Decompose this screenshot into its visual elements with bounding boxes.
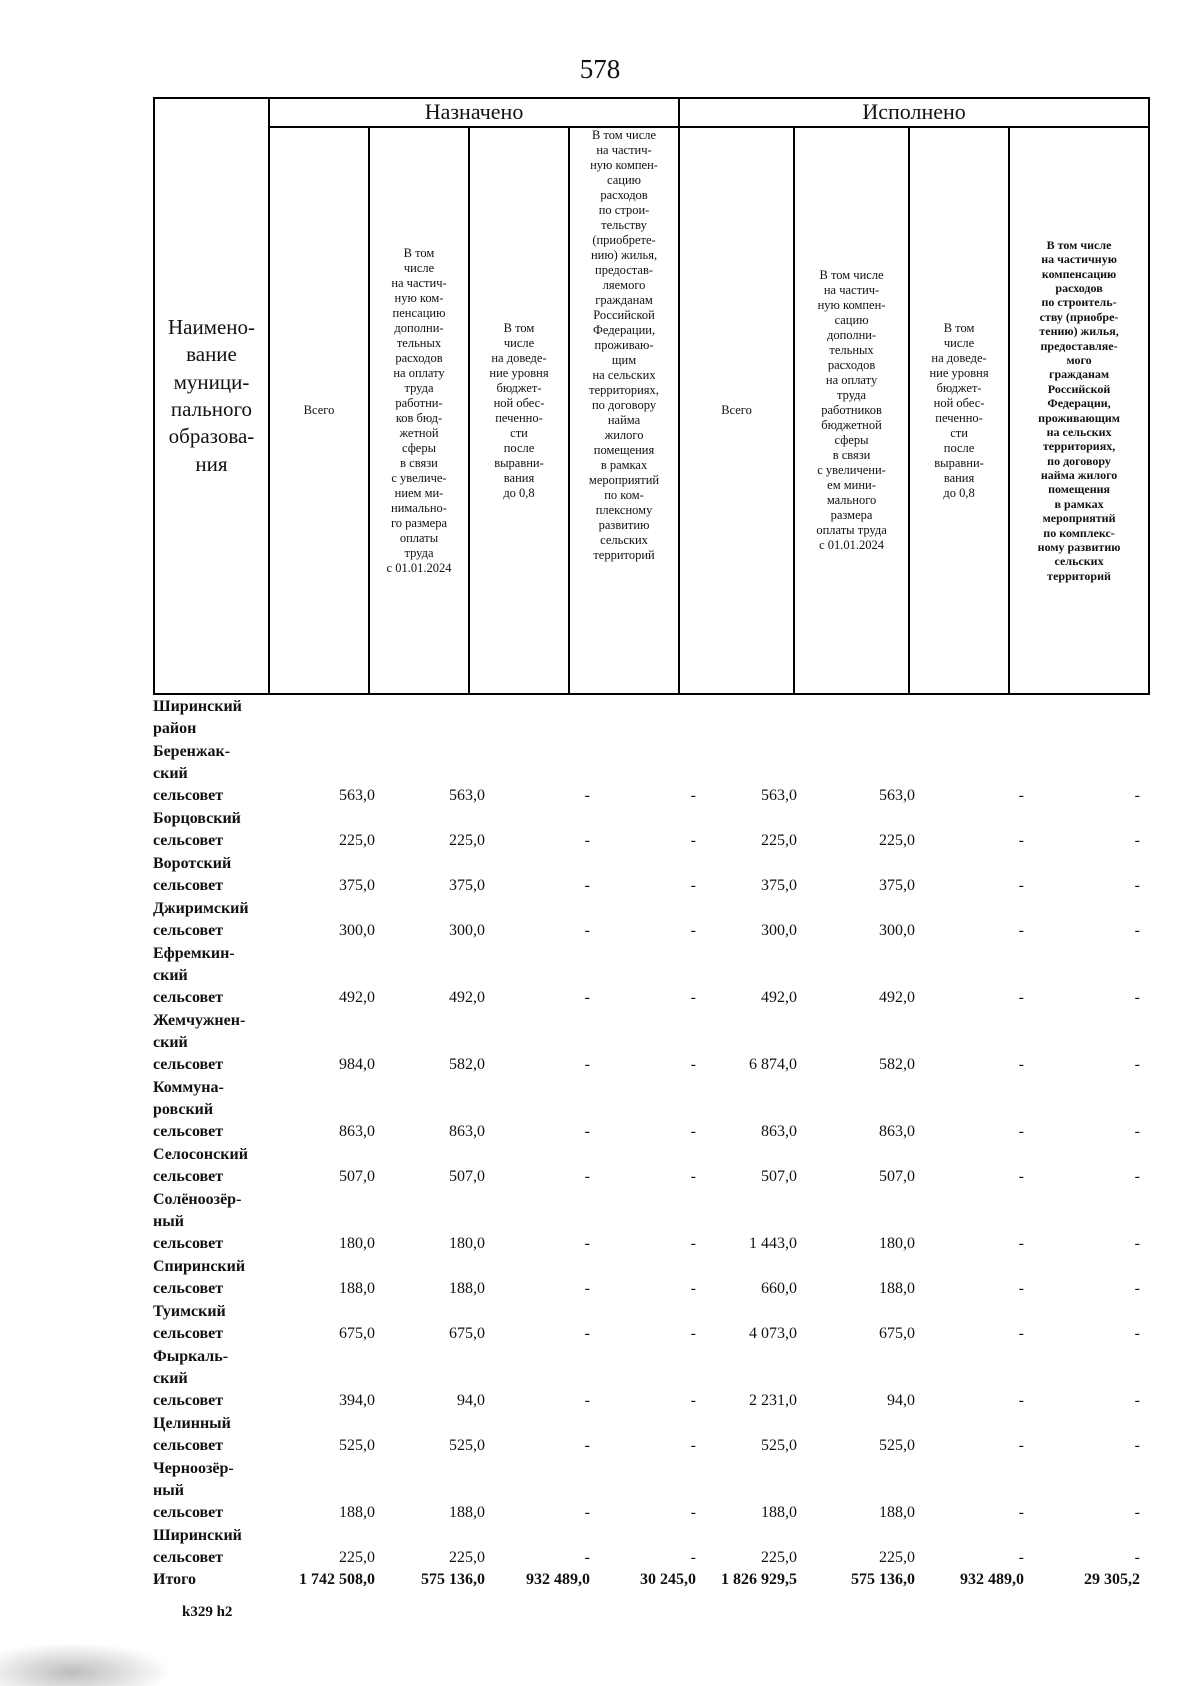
value-cell: - xyxy=(690,989,696,1006)
value-cell: - xyxy=(1018,1056,1024,1073)
name-line: сельсовет xyxy=(153,1392,224,1409)
value-cell: 525,0 xyxy=(449,1437,485,1454)
value-cell: 863,0 xyxy=(879,1123,915,1140)
value-cell: - xyxy=(1134,787,1140,804)
header-assigned-budget-equalization xyxy=(469,127,569,694)
name-line: сельсовет xyxy=(153,1325,224,1342)
value-cell: 563,0 xyxy=(761,787,797,804)
name-line: сельсовет xyxy=(153,1168,224,1185)
table-row xyxy=(153,1346,1153,1412)
value-cell: 188,0 xyxy=(879,1504,915,1521)
value-cell: 188,0 xyxy=(449,1280,485,1297)
header-text: Всего xyxy=(303,403,335,417)
municipality-name xyxy=(153,1256,273,1300)
value-cell: - xyxy=(584,1235,590,1252)
header-executed-total xyxy=(679,127,794,694)
value-cell: 863,0 xyxy=(761,1123,797,1140)
header-text: В том числе на доведе- ние уровня бюджет- ной обес- печенно- сти после выравни- вания до 0,8 xyxy=(929,320,989,500)
value-cell: 984,0 xyxy=(339,1056,375,1073)
value-cell: 94,0 xyxy=(457,1392,485,1409)
value-cell: - xyxy=(584,922,590,939)
name-line: сельсовет xyxy=(153,1056,224,1073)
table-row xyxy=(153,1010,1153,1076)
value-cell: - xyxy=(690,1437,696,1454)
value-cell: 507,0 xyxy=(339,1168,375,1185)
value-cell: 6 874,0 xyxy=(749,1056,797,1073)
value-cell: - xyxy=(584,1056,590,1073)
value-cell: 188,0 xyxy=(339,1504,375,1521)
table-row xyxy=(153,1525,1153,1569)
value-cell: - xyxy=(1134,1504,1140,1521)
name-line: Селосонский xyxy=(153,1146,248,1163)
value-cell: - xyxy=(1018,877,1024,894)
header-text: Всего xyxy=(721,403,752,417)
value-cell: 188,0 xyxy=(449,1504,485,1521)
name-line: Ефремкин- xyxy=(153,945,235,962)
value-cell: 225,0 xyxy=(879,832,915,849)
value-cell: - xyxy=(1134,989,1140,1006)
municipality-name xyxy=(153,943,273,1009)
municipality-name xyxy=(153,1077,273,1143)
value-cell: - xyxy=(584,1504,590,1521)
value-cell: - xyxy=(584,1280,590,1297)
value-cell: - xyxy=(690,1392,696,1409)
table-row xyxy=(153,853,1153,897)
name-line: Целинный xyxy=(153,1415,231,1432)
value-cell: - xyxy=(690,877,696,894)
value-cell: 675,0 xyxy=(879,1325,915,1342)
header-executed-budget-equalization xyxy=(909,127,1009,694)
footer-code: k329 h2 xyxy=(182,1604,233,1620)
value-cell: 375,0 xyxy=(879,877,915,894)
value-cell: 563,0 xyxy=(449,787,485,804)
header-text: В том числе на частич- ную ком- пенсацию дополни- тельных расходов на оплату труда работни- ков бюд- жетной сферы в связи с увеличе- нием ми- нимально- го размера оплаты труда с 01.01.2024 xyxy=(386,245,452,575)
value-cell: 300,0 xyxy=(879,922,915,939)
scan-artifact xyxy=(0,1640,180,1686)
value-cell: 375,0 xyxy=(339,877,375,894)
table-row xyxy=(153,741,1153,807)
name-line: сельсовет xyxy=(153,1123,224,1140)
value-cell: 492,0 xyxy=(339,989,375,1006)
value-cell: 525,0 xyxy=(761,1437,797,1454)
value-cell: 225,0 xyxy=(449,1549,485,1566)
value-cell: 94,0 xyxy=(887,1392,915,1409)
table-body xyxy=(153,696,1153,1591)
value-cell: 225,0 xyxy=(339,1549,375,1566)
value-cell: 582,0 xyxy=(879,1056,915,1073)
table-row xyxy=(153,1077,1153,1143)
municipality-name xyxy=(153,853,273,897)
district-name: Ширинский район xyxy=(153,698,242,737)
value-cell: - xyxy=(690,1280,696,1297)
value-cell: 932 489,0 xyxy=(960,1571,1024,1588)
name-line: Фыркаль- xyxy=(153,1348,229,1365)
value-cell: 29 305,2 xyxy=(1084,1571,1140,1588)
table-row xyxy=(153,1458,1153,1524)
value-cell: 507,0 xyxy=(879,1168,915,1185)
value-cell: - xyxy=(690,1168,696,1185)
value-cell: - xyxy=(690,832,696,849)
value-cell: 507,0 xyxy=(449,1168,485,1185)
value-cell: - xyxy=(1018,832,1024,849)
header-executed-wage-compensation xyxy=(794,127,909,694)
value-cell: 507,0 xyxy=(761,1168,797,1185)
value-cell: 575 136,0 xyxy=(421,1571,485,1588)
name-line: Борцовский xyxy=(153,810,241,827)
value-cell: - xyxy=(1134,1280,1140,1297)
value-cell: - xyxy=(1018,1280,1024,1297)
value-cell: - xyxy=(690,922,696,939)
header-group-executed: Исполнено xyxy=(679,98,1149,127)
value-cell: 525,0 xyxy=(879,1437,915,1454)
value-cell: 863,0 xyxy=(339,1123,375,1140)
name-line: ский xyxy=(153,1370,188,1387)
value-cell: - xyxy=(1134,1437,1140,1454)
municipality-name xyxy=(153,1144,273,1188)
municipality-name xyxy=(153,808,273,852)
name-line: Ширинский xyxy=(153,1527,242,1544)
name-line: ный xyxy=(153,1213,184,1230)
value-cell: - xyxy=(690,1235,696,1252)
value-cell: - xyxy=(584,1549,590,1566)
value-cell: - xyxy=(1018,1549,1024,1566)
value-cell: 563,0 xyxy=(879,787,915,804)
value-cell: 1 826 929,5 xyxy=(721,1571,797,1588)
value-cell: - xyxy=(1018,1504,1024,1521)
value-cell: 300,0 xyxy=(449,922,485,939)
value-cell: - xyxy=(1134,1549,1140,1566)
header-text: В том числе на доведе- ние уровня бюджет- ной обес- печенно- сти после выравни- вания до 0,8 xyxy=(489,320,549,500)
district-heading-row xyxy=(153,696,1153,740)
table-row xyxy=(153,898,1153,942)
value-cell: - xyxy=(1018,1437,1024,1454)
name-line: Жемчужнен- xyxy=(153,1012,246,1029)
name-line: Коммуна- xyxy=(153,1079,224,1096)
value-cell: - xyxy=(1018,1392,1024,1409)
value-cell: 525,0 xyxy=(339,1437,375,1454)
value-cell: 582,0 xyxy=(449,1056,485,1073)
name-line: Беренжак- xyxy=(153,743,231,760)
table-row xyxy=(153,1144,1153,1188)
value-cell: - xyxy=(1134,1235,1140,1252)
name-line: Черноозёр- xyxy=(153,1460,234,1477)
name-line: сельсовет xyxy=(153,989,224,1006)
value-cell: - xyxy=(584,1392,590,1409)
header-text: В том числе на частичную компенсацию расходов по строитель- ству (приобре- тению) жилья, предоставляе- мого гражданам Российской Федерации, проживающим на сельских территориях, по договору найма жилого помещения в рамках мероприятий по комплекс- ному развитию сельских территорий xyxy=(1037,237,1121,583)
municipality-name xyxy=(153,1189,273,1255)
value-cell: 375,0 xyxy=(449,877,485,894)
value-cell: 675,0 xyxy=(339,1325,375,1342)
value-cell: - xyxy=(1134,832,1140,849)
value-cell: - xyxy=(1018,1325,1024,1342)
value-cell: - xyxy=(690,1123,696,1140)
value-cell: - xyxy=(584,1437,590,1454)
value-cell: - xyxy=(690,1056,696,1073)
value-cell: 180,0 xyxy=(879,1235,915,1252)
value-cell: 180,0 xyxy=(339,1235,375,1252)
header-assigned-total xyxy=(269,127,369,694)
value-cell: 225,0 xyxy=(879,1549,915,1566)
value-cell: 1 742 508,0 xyxy=(299,1571,375,1588)
name-line: Итого xyxy=(153,1571,196,1588)
name-line: сельсовет xyxy=(153,1437,224,1454)
name-line: сельсовет xyxy=(153,832,224,849)
name-line: ский xyxy=(153,765,188,782)
name-line: Спиринский xyxy=(153,1258,246,1275)
page-number: 578 xyxy=(579,54,621,84)
value-cell: - xyxy=(584,1123,590,1140)
name-line: сельсовет xyxy=(153,1280,224,1297)
value-cell: - xyxy=(690,1504,696,1521)
value-cell: 30 245,0 xyxy=(640,1571,696,1588)
table-row xyxy=(153,1256,1153,1300)
table-header xyxy=(153,97,1150,695)
table-row xyxy=(153,808,1153,852)
name-line: сельсовет xyxy=(153,1549,224,1566)
value-cell: - xyxy=(584,1168,590,1185)
value-cell: - xyxy=(1018,1168,1024,1185)
name-line: Воротский xyxy=(153,855,232,872)
municipality-name xyxy=(153,1346,273,1412)
name-line: сельсовет xyxy=(153,1235,224,1252)
name-line: сельсовет xyxy=(153,922,224,939)
value-cell: 4 073,0 xyxy=(749,1325,797,1342)
name-line: Джиримский xyxy=(153,900,249,917)
name-line: сельсовет xyxy=(153,877,224,894)
header-assigned-wage-compensation xyxy=(369,127,469,694)
value-cell: 660,0 xyxy=(761,1280,797,1297)
value-cell: - xyxy=(1134,1168,1140,1185)
table-row xyxy=(153,943,1153,1009)
municipality-name xyxy=(153,1525,273,1569)
value-cell: - xyxy=(1018,989,1024,1006)
value-cell: - xyxy=(584,787,590,804)
header-text: В том числе на частич- ную компен- сацию расходов по строи- тельству (приобрете- нию) жилья, предостав- ляемого гражданам Российской Федерации, проживаю- щим на сельских территориях, по договору найма жилого помещения в рамках мероприятий по ком- плексному развитию сельских территорий xyxy=(588,128,660,562)
value-cell: - xyxy=(584,1325,590,1342)
value-cell: - xyxy=(1134,877,1140,894)
value-cell: - xyxy=(1134,922,1140,939)
name-line: ский xyxy=(153,967,188,984)
value-cell: - xyxy=(584,877,590,894)
value-cell: - xyxy=(1134,1056,1140,1073)
value-cell: - xyxy=(1134,1392,1140,1409)
header-group-assigned: Назначено xyxy=(269,98,679,127)
value-cell: 675,0 xyxy=(449,1325,485,1342)
value-cell: 492,0 xyxy=(761,989,797,1006)
name-line: Солёноозёр- xyxy=(153,1191,242,1208)
value-cell: - xyxy=(1134,1123,1140,1140)
municipality-name xyxy=(153,741,273,807)
name-line: ровский xyxy=(153,1101,214,1118)
value-cell: 180,0 xyxy=(449,1235,485,1252)
value-cell: 225,0 xyxy=(761,832,797,849)
value-cell: - xyxy=(690,1549,696,1566)
value-cell: 492,0 xyxy=(879,989,915,1006)
value-cell: - xyxy=(1018,787,1024,804)
table-row xyxy=(153,1301,1153,1345)
value-cell: 188,0 xyxy=(879,1280,915,1297)
value-cell: 225,0 xyxy=(449,832,485,849)
name-line: Туимский xyxy=(153,1303,226,1320)
value-cell: 492,0 xyxy=(449,989,485,1006)
total-row xyxy=(153,1569,1153,1591)
header-executed-housing-compensation xyxy=(1009,127,1149,694)
value-cell: - xyxy=(690,1325,696,1342)
header-assigned-housing-compensation xyxy=(569,127,679,694)
value-cell: 300,0 xyxy=(339,922,375,939)
value-cell: 394,0 xyxy=(339,1392,375,1409)
header-table xyxy=(153,97,1150,695)
value-cell: 563,0 xyxy=(339,787,375,804)
value-cell: - xyxy=(690,787,696,804)
total-label xyxy=(153,1569,273,1591)
name-line: сельсовет xyxy=(153,787,224,804)
value-cell: 2 231,0 xyxy=(749,1392,797,1409)
value-cell: - xyxy=(1018,922,1024,939)
name-line: ский xyxy=(153,1034,188,1051)
table-row xyxy=(153,1413,1153,1457)
value-cell: 575 136,0 xyxy=(851,1571,915,1588)
municipality-name xyxy=(153,1010,273,1076)
municipality-name xyxy=(153,1413,273,1457)
value-cell: - xyxy=(1018,1235,1024,1252)
value-cell: - xyxy=(1134,1325,1140,1342)
value-cell: 188,0 xyxy=(339,1280,375,1297)
value-cell: 1 443,0 xyxy=(749,1235,797,1252)
header-text: В том числе на частич- ную компен- сацию дополни- тельных расходов на оплату труда работников бюджетной сферы в связи с увеличени- ем мини- мального размера оплаты труда с 01.01.2024 xyxy=(816,268,887,552)
municipality-name xyxy=(153,1458,273,1524)
value-cell: 863,0 xyxy=(449,1123,485,1140)
name-line: ный xyxy=(153,1482,184,1499)
value-cell: 300,0 xyxy=(761,922,797,939)
value-cell: 375,0 xyxy=(761,877,797,894)
value-cell: 225,0 xyxy=(761,1549,797,1566)
header-name-column: Наимено- вание муници- пального образова- ния xyxy=(154,98,269,694)
value-cell: 225,0 xyxy=(339,832,375,849)
value-cell: - xyxy=(1018,1123,1024,1140)
value-cell: - xyxy=(584,989,590,1006)
value-cell: - xyxy=(584,832,590,849)
value-cell: 188,0 xyxy=(761,1504,797,1521)
table-row xyxy=(153,1189,1153,1255)
value-cell: 932 489,0 xyxy=(526,1571,590,1588)
municipality-name xyxy=(153,1301,273,1345)
municipality-name xyxy=(153,898,273,942)
name-line: сельсовет xyxy=(153,1504,224,1521)
